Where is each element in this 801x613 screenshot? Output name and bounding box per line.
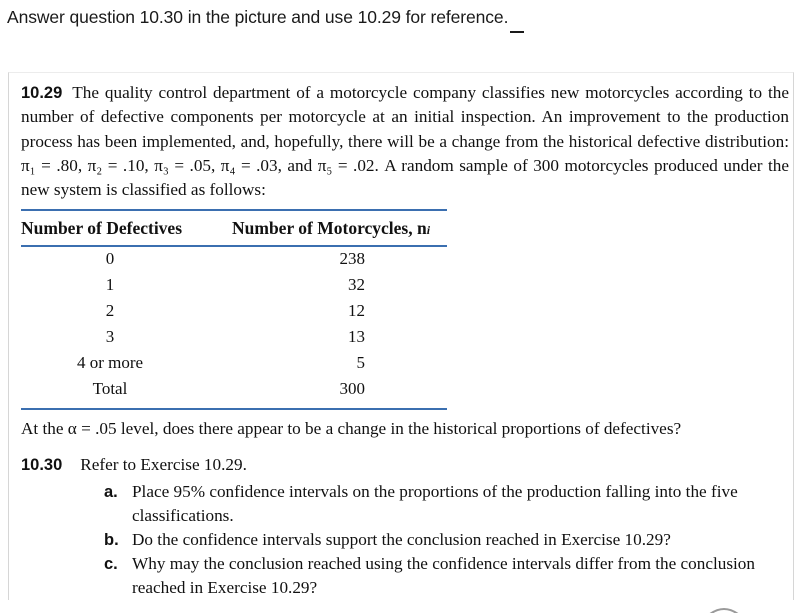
table-row-total [21, 379, 447, 405]
exercise-10-29-text-part1: The quality control department of a motorcycle company classifies new motorcycles according to the number of defective components per motorcycle at an initial inspection. An improvement to the production process has been implemented, and, hopefully, there will be a change from the historical defective distribution: [21, 83, 789, 151]
table-cell-count: 300 [339, 379, 365, 398]
exercise-10-29-text-part2: A random sample of 300 motorcycles produced under the new system is classified as follows: [21, 155, 789, 200]
table-cell-count: 5 [356, 353, 365, 372]
exercise-10-30-number: 10.30 [21, 456, 63, 474]
table-row [21, 275, 447, 301]
exercise-10-30 [21, 455, 247, 475]
item-letter: c. [104, 555, 118, 573]
text-cursor [510, 31, 524, 33]
table-cell-count: 13 [348, 327, 365, 346]
exercise-10-30-intro: Refer to Exercise 10.29. [80, 455, 247, 474]
table-cell-count: 238 [339, 249, 365, 268]
table-cell-count: 12 [348, 301, 365, 320]
item-text: Place 95% confidence intervals on the proportions of the production falling into the five classifications. [132, 482, 738, 525]
item-text: Do the confidence intervals support the conclusion reached in Exercise 10.29? [132, 530, 671, 549]
bottom-strip [0, 600, 801, 613]
table-header-rule [21, 245, 447, 247]
table-cell-defectives: 3 [105, 327, 115, 346]
table-cell-defectives: 1 [105, 275, 115, 294]
exercise-10-29 [21, 81, 789, 202]
table-header-subscript: i [426, 223, 431, 237]
table-header-motorcycles-label: Number of Motorcycles, n [232, 218, 427, 238]
partial-icon [708, 604, 740, 613]
table-header-motorcycles [232, 218, 430, 239]
prompt-text: Answer question 10.30 in the picture and use 10.29 for reference. [7, 7, 509, 27]
item-letter: b. [104, 531, 119, 549]
table-cell-defectives: 0 [105, 249, 115, 268]
table-top-rule [21, 209, 447, 211]
table-cell-defectives: 4 or more [76, 353, 144, 372]
table-row [21, 353, 447, 379]
textbook-excerpt [8, 72, 794, 601]
exercise-10-29-question: At the α = .05 level, does there appear to be a change in the historical proportions of defectives? [21, 419, 682, 438]
table-cell-count: 32 [348, 275, 365, 294]
exercise-10-30-item-c [104, 552, 784, 600]
table-row [21, 301, 447, 327]
exercise-10-30-item-b [104, 528, 784, 552]
table-header-defectives: Number of Defectives [21, 218, 183, 238]
table-cell-defectives: Total [92, 379, 128, 398]
table-row [21, 327, 447, 353]
item-text: Why may the conclusion reached using the confidence intervals differ from the conclusion reached in Exercise 10.29? [132, 554, 755, 597]
exercise-10-29-number: 10.29 [21, 84, 63, 102]
item-letter: a. [104, 483, 118, 501]
table-cell-defectives: 2 [105, 301, 115, 320]
exercise-10-30-item-a [104, 480, 784, 528]
table-bottom-rule [21, 408, 447, 410]
table-row [21, 249, 447, 275]
exercise-10-29-pi-values: π₁ = .80, π₂ = .10, π₃ = .05, π₄ = .03, and π₅ = .02. [21, 155, 379, 175]
